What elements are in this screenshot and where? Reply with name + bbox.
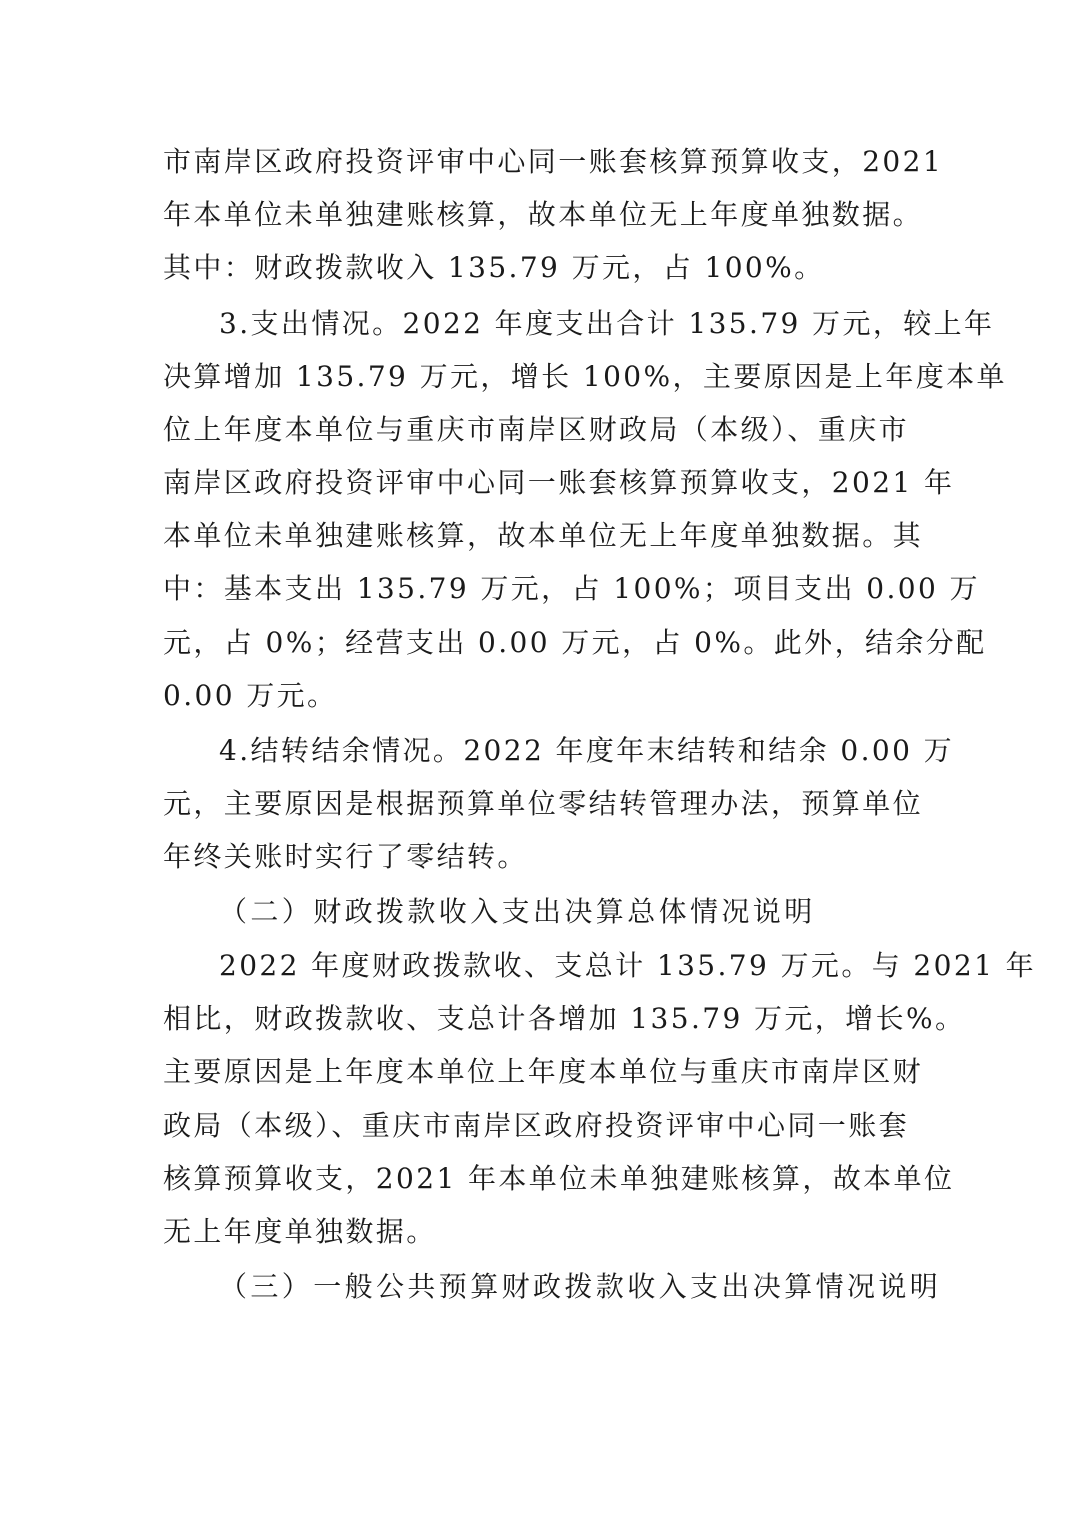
text-line: 本单位未单独建账核算，故本单位无上年度单独数据。其 [163,519,924,552]
text-line: 年终关账时实行了零结转。 [163,840,528,873]
text-line: 南岸区政府投资评审中心同一账套核算预算收支，2021 年 [163,466,955,499]
section-heading-3: （三）一般公共预算财政拨款收入支出决算情况说明 [219,1270,942,1303]
section-3-first-line: 3.支出情况。2022 年度支出合计 135.79 万元，较上年 [219,307,995,340]
text-line: 中：基本支出 135.79 万元，占 100%；项目支出 0.00 万 [163,572,980,605]
text-line: 市南岸区政府投资评审中心同一账套核算预算收支，2021 [163,145,944,178]
text-line: 主要原因是上年度本单位上年度本单位与重庆市南岸区财 [163,1055,924,1088]
text-line: 0.00 万元。 [163,679,338,712]
text-line: 年本单位未单独建账核算，故本单位无上年度单独数据。 [163,198,924,231]
section-heading-2: （二）财政拨款收入支出决算总体情况说明 [219,895,816,928]
section-4-first-line: 4.结转结余情况。2022 年度年末结转和结余 0.00 万 [219,734,955,767]
text-line: 核算预算收支，2021 年本单位未单独建账核算，故本单位 [163,1162,955,1195]
paragraph-first-line: 2022 年度财政拨款收、支总计 135.79 万元。与 2021 年 [219,949,1036,982]
text-line: 元，主要原因是根据预算单位零结转管理办法，预算单位 [163,787,924,820]
text-line: 无上年度单独数据。 [163,1215,437,1248]
text-line: 决算增加 135.79 万元，增长 100%，主要原因是上年度本单 [163,360,1007,393]
text-line: 位上年度本单位与重庆市南岸区财政局（本级）、重庆市 [163,413,910,446]
text-line: 元，占 0%；经营支出 0.00 万元，占 0%。此外，结余分配 [163,626,987,659]
text-line: 相比，财政拨款收、支总计各增加 135.79 万元，增长%。 [163,1002,966,1035]
text-line: 其中：财政拨款收入 135.79 万元，占 100%。 [163,251,825,284]
text-line: 政局（本级）、重庆市南岸区政府投资评审中心同一账套 [163,1109,910,1142]
